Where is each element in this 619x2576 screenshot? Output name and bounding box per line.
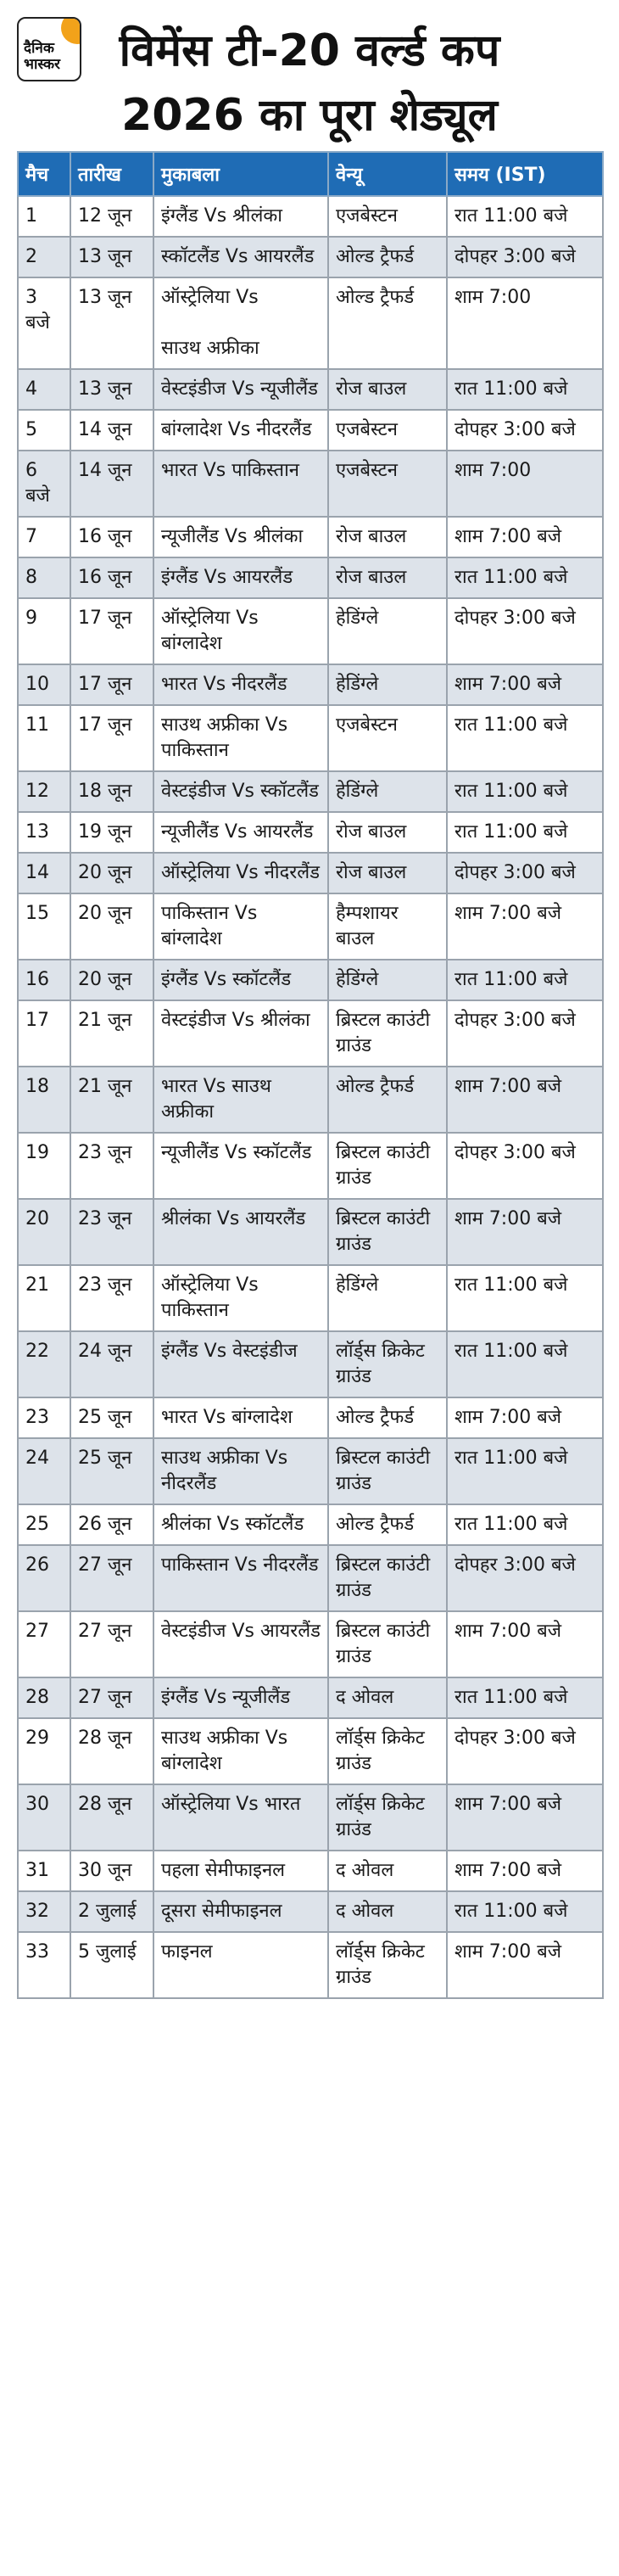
cell-match: 8 <box>18 557 70 598</box>
cell-date: 2 जुलाई <box>70 1891 153 1932</box>
cell-match: 17 <box>18 1000 70 1067</box>
cell-venue: रोज बाउल <box>328 812 447 853</box>
table-row <box>18 451 603 517</box>
cell-time: शाम 7:00 बजे <box>447 1851 603 1891</box>
cell-match: 16 <box>18 960 70 1000</box>
cell-time: शाम 7:00 <box>447 277 603 369</box>
table-row <box>18 237 603 277</box>
title-line-2: 2026 का पूरा शेड्यूल <box>121 90 498 141</box>
cell-fixture: इंग्लैंड Vs आयरलैंड <box>153 557 328 598</box>
cell-fixture: वेस्टइंडीज Vs स्कॉटलैंड <box>153 771 328 812</box>
cell-venue: रोज बाउल <box>328 517 447 557</box>
table-row <box>18 1199 603 1265</box>
cell-time: दोपहर 3:00 बजे <box>447 1718 603 1784</box>
cell-time: दोपहर 3:00 बजे <box>447 237 603 277</box>
cell-date: 19 जून <box>70 812 153 853</box>
cell-fixture: वेस्टइंडीज Vs न्यूजीलैंड <box>153 369 328 410</box>
cell-match: 27 <box>18 1611 70 1677</box>
cell-match: 4 <box>18 369 70 410</box>
table-row <box>18 1611 603 1677</box>
cell-venue: द ओवल <box>328 1677 447 1718</box>
cell-venue: ब्रिस्टल काउंटी ग्राउंड <box>328 1545 447 1611</box>
cell-fixture: इंग्लैंड Vs श्रीलंका <box>153 196 328 237</box>
cell-date: 28 जून <box>70 1718 153 1784</box>
cell-time: रात 11:00 बजे <box>447 1891 603 1932</box>
cell-venue: ओल्ड ट्रैफर्ड <box>328 1067 447 1133</box>
cell-venue: हेडिंग्ले <box>328 664 447 705</box>
table-row <box>18 1067 603 1133</box>
cell-venue: एजबेस्टन <box>328 705 447 771</box>
cell-date: 25 जून <box>70 1438 153 1504</box>
cell-time: शाम 7:00 बजे <box>447 1784 603 1851</box>
table-row <box>18 1331 603 1397</box>
cell-fixture: न्यूजीलैंड Vs स्कॉटलैंड <box>153 1133 328 1199</box>
cell-fixture: साउथ अफ्रीका Vs बांग्लादेश <box>153 1718 328 1784</box>
table-row <box>18 410 603 451</box>
cell-venue: एजबेस्टन <box>328 410 447 451</box>
cell-fixture: ऑस्ट्रेलिया Vs पाकिस्तान <box>153 1265 328 1331</box>
cell-venue: ब्रिस्टल काउंटी ग्राउंड <box>328 1611 447 1677</box>
cell-fixture: पाकिस्तान Vs बांग्लादेश <box>153 893 328 960</box>
cell-venue: ब्रिस्टल काउंटी ग्राउंड <box>328 1000 447 1067</box>
cell-time: शाम 7:00 बजे <box>447 1611 603 1677</box>
cell-match: 11 <box>18 705 70 771</box>
table-row <box>18 1545 603 1611</box>
cell-fixture: वेस्टइंडीज Vs आयरलैंड <box>153 1611 328 1677</box>
cell-time: दोपहर 3:00 बजे <box>447 1133 603 1199</box>
cell-date: 12 जून <box>70 196 153 237</box>
cell-date: 14 जून <box>70 451 153 517</box>
cell-match: 23 <box>18 1397 70 1438</box>
cell-venue: हेडिंग्ले <box>328 598 447 664</box>
cell-date: 17 जून <box>70 664 153 705</box>
table-row <box>18 196 603 237</box>
logo-line-1: दैनिक <box>24 40 54 57</box>
cell-match: 13 <box>18 812 70 853</box>
cell-fixture: ऑस्ट्रेलिया Vs नीदरलैंड <box>153 853 328 893</box>
cell-match: 32 <box>18 1891 70 1932</box>
cell-time: रात 11:00 बजे <box>447 1331 603 1397</box>
cell-fixture: पाकिस्तान Vs नीदरलैंड <box>153 1545 328 1611</box>
cell-time: रात 11:00 बजे <box>447 771 603 812</box>
cell-venue: लॉर्ड्स क्रिकेट ग्राउंड <box>328 1331 447 1397</box>
cell-venue: ब्रिस्टल काउंटी ग्राउंड <box>328 1133 447 1199</box>
cell-date: 23 जून <box>70 1199 153 1265</box>
cell-date: 26 जून <box>70 1504 153 1545</box>
cell-time: रात 11:00 बजे <box>447 812 603 853</box>
header-venue: वेन्यू <box>328 152 447 196</box>
cell-time: शाम 7:00 बजे <box>447 1199 603 1265</box>
cell-fixture: श्रीलंका Vs स्कॉटलैंड <box>153 1504 328 1545</box>
cell-fixture: भारत Vs साउथ अफ्रीका <box>153 1067 328 1133</box>
cell-venue: हैम्पशायर बाउल <box>328 893 447 960</box>
cell-fixture: फाइनल <box>153 1932 328 1998</box>
cell-match: 12 <box>18 771 70 812</box>
cell-time: रात 11:00 बजे <box>447 1265 603 1331</box>
cell-venue: हेडिंग्ले <box>328 960 447 1000</box>
cell-venue: लॉर्ड्स क्रिकेट ग्राउंड <box>328 1784 447 1851</box>
table-row <box>18 1784 603 1851</box>
schedule-table <box>17 151 604 1999</box>
cell-venue: एजबेस्टन <box>328 196 447 237</box>
cell-time: दोपहर 3:00 बजे <box>447 1000 603 1067</box>
cell-venue: हेडिंग्ले <box>328 1265 447 1331</box>
table-row <box>18 1891 603 1932</box>
cell-date: 18 जून <box>70 771 153 812</box>
cell-date: 27 जून <box>70 1545 153 1611</box>
table-row <box>18 557 603 598</box>
cell-fixture: दूसरा सेमीफाइनल <box>153 1891 328 1932</box>
cell-time: शाम 7:00 बजे <box>447 664 603 705</box>
cell-time: दोपहर 3:00 बजे <box>447 598 603 664</box>
cell-date: 13 जून <box>70 237 153 277</box>
cell-match: 18 <box>18 1067 70 1133</box>
table-row <box>18 1677 603 1718</box>
cell-date: 20 जून <box>70 960 153 1000</box>
cell-date: 23 जून <box>70 1133 153 1199</box>
cell-fixture: ऑस्ट्रेलिया Vs भारत <box>153 1784 328 1851</box>
cell-venue: द ओवल <box>328 1851 447 1891</box>
cell-fixture: स्कॉटलैंड Vs आयरलैंड <box>153 237 328 277</box>
cell-time: दोपहर 3:00 बजे <box>447 410 603 451</box>
cell-date: 17 जून <box>70 705 153 771</box>
table-row <box>18 893 603 960</box>
cell-date: 17 जून <box>70 598 153 664</box>
cell-time: शाम 7:00 बजे <box>447 1067 603 1133</box>
table-row <box>18 1851 603 1891</box>
cell-venue: लॉर्ड्स क्रिकेट ग्राउंड <box>328 1718 447 1784</box>
cell-fixture: भारत Vs बांग्लादेश <box>153 1397 328 1438</box>
cell-venue: लॉर्ड्स क्रिकेट ग्राउंड <box>328 1932 447 1998</box>
cell-venue: रोज बाउल <box>328 557 447 598</box>
cell-fixture: ऑस्ट्रेलिया Vs बांग्लादेश <box>153 598 328 664</box>
cell-date: 24 जून <box>70 1331 153 1397</box>
cell-venue: रोज बाउल <box>328 369 447 410</box>
cell-match: 10 <box>18 664 70 705</box>
table-row <box>18 705 603 771</box>
cell-match: 14 <box>18 853 70 893</box>
table-row <box>18 1397 603 1438</box>
cell-fixture: बांग्लादेश Vs नीदरलैंड <box>153 410 328 451</box>
cell-match: 19 <box>18 1133 70 1199</box>
cell-date: 25 जून <box>70 1397 153 1438</box>
cell-fixture: ऑस्ट्रेलिया Vs साउथ अफ्रीका <box>153 277 328 369</box>
table-row <box>18 598 603 664</box>
cell-date: 30 जून <box>70 1851 153 1891</box>
table-row <box>18 1133 603 1199</box>
table-row <box>18 960 603 1000</box>
cell-match: 21 <box>18 1265 70 1331</box>
cell-match: 33 <box>18 1932 70 1998</box>
cell-date: 28 जून <box>70 1784 153 1851</box>
cell-time: रात 11:00 बजे <box>447 960 603 1000</box>
cell-date: 27 जून <box>70 1611 153 1677</box>
cell-fixture: इंग्लैंड Vs न्यूजीलैंड <box>153 1677 328 1718</box>
cell-time: रात 11:00 बजे <box>447 705 603 771</box>
cell-match: 5 <box>18 410 70 451</box>
cell-venue: ओल्ड ट्रैफर्ड <box>328 237 447 277</box>
cell-time: शाम 7:00 बजे <box>447 1932 603 1998</box>
cell-date: 20 जून <box>70 893 153 960</box>
cell-fixture: न्यूजीलैंड Vs आयरलैंड <box>153 812 328 853</box>
cell-fixture: वेस्टइंडीज Vs श्रीलंका <box>153 1000 328 1067</box>
cell-match: 30 <box>18 1784 70 1851</box>
header-time: समय (IST) <box>447 152 603 196</box>
cell-date: 23 जून <box>70 1265 153 1331</box>
cell-date: 27 जून <box>70 1677 153 1718</box>
table-row <box>18 812 603 853</box>
table-row <box>18 1000 603 1067</box>
cell-venue: ओल्ड ट्रैफर्ड <box>328 1504 447 1545</box>
cell-fixture: इंग्लैंड Vs वेस्टइंडीज <box>153 1331 328 1397</box>
cell-fixture: भारत Vs पाकिस्तान <box>153 451 328 517</box>
cell-fixture: साउथ अफ्रीका Vs पाकिस्तान <box>153 705 328 771</box>
cell-date: 20 जून <box>70 853 153 893</box>
cell-match: 9 <box>18 598 70 664</box>
header-fixture: मुकाबला <box>153 152 328 196</box>
table-row <box>18 277 603 369</box>
table-row <box>18 664 603 705</box>
cell-fixture: इंग्लैंड Vs स्कॉटलैंड <box>153 960 328 1000</box>
cell-fixture: भारत Vs नीदरलैंड <box>153 664 328 705</box>
table-row <box>18 369 603 410</box>
header <box>0 0 619 161</box>
cell-time: दोपहर 3:00 बजे <box>447 1545 603 1611</box>
table-header-row <box>18 152 603 196</box>
cell-time: शाम 7:00 <box>447 451 603 517</box>
cell-venue: ओल्ड ट्रैफर्ड <box>328 277 447 369</box>
cell-time: शाम 7:00 बजे <box>447 517 603 557</box>
cell-time: रात 11:00 बजे <box>447 1677 603 1718</box>
table-row <box>18 517 603 557</box>
cell-time: रात 11:00 बजे <box>447 1438 603 1504</box>
cell-match: 24 <box>18 1438 70 1504</box>
cell-match: 20 <box>18 1199 70 1265</box>
cell-match: 22 <box>18 1331 70 1397</box>
table-row <box>18 1265 603 1331</box>
header-match: मैच <box>18 152 70 196</box>
cell-venue: ब्रिस्टल काउंटी ग्राउंड <box>328 1438 447 1504</box>
cell-fixture: पहला सेमीफाइनल <box>153 1851 328 1891</box>
cell-match: 31 <box>18 1851 70 1891</box>
cell-time: शाम 7:00 बजे <box>447 1397 603 1438</box>
table-body <box>18 196 603 1998</box>
cell-date: 13 जून <box>70 369 153 410</box>
page-title <box>0 19 619 148</box>
cell-fixture: साउथ अफ्रीका Vs नीदरलैंड <box>153 1438 328 1504</box>
table-row <box>18 1438 603 1504</box>
title-line-1: विमेंस टी-20 वर्ल्ड कप <box>119 25 500 76</box>
cell-date: 16 जून <box>70 517 153 557</box>
cell-date: 5 जुलाई <box>70 1932 153 1998</box>
cell-match: 6 बजे <box>18 451 70 517</box>
cell-fixture: श्रीलंका Vs आयरलैंड <box>153 1199 328 1265</box>
cell-match: 28 <box>18 1677 70 1718</box>
cell-date: 14 जून <box>70 410 153 451</box>
table-row <box>18 1932 603 1998</box>
cell-match: 1 <box>18 196 70 237</box>
cell-time: रात 11:00 बजे <box>447 1504 603 1545</box>
cell-time: रात 11:00 बजे <box>447 196 603 237</box>
table-row <box>18 1718 603 1784</box>
table-row <box>18 1504 603 1545</box>
cell-venue: ब्रिस्टल काउंटी ग्राउंड <box>328 1199 447 1265</box>
cell-time: रात 11:00 बजे <box>447 557 603 598</box>
cell-venue: ओल्ड ट्रैफर्ड <box>328 1397 447 1438</box>
cell-time: रात 11:00 बजे <box>447 369 603 410</box>
cell-date: 16 जून <box>70 557 153 598</box>
table-row <box>18 771 603 812</box>
header-date: तारीख <box>70 152 153 196</box>
cell-match: 3 बजे <box>18 277 70 369</box>
cell-venue: हेडिंग्ले <box>328 771 447 812</box>
logo-line-2: भास्कर <box>24 56 60 73</box>
cell-date: 13 जून <box>70 277 153 369</box>
cell-venue: द ओवल <box>328 1891 447 1932</box>
cell-time: दोपहर 3:00 बजे <box>447 853 603 893</box>
cell-venue: रोज बाउल <box>328 853 447 893</box>
cell-venue: एजबेस्टन <box>328 451 447 517</box>
cell-date: 21 जून <box>70 1067 153 1133</box>
table-row <box>18 853 603 893</box>
cell-match: 15 <box>18 893 70 960</box>
cell-fixture: न्यूजीलैंड Vs श्रीलंका <box>153 517 328 557</box>
cell-time: शाम 7:00 बजे <box>447 893 603 960</box>
cell-match: 7 <box>18 517 70 557</box>
cell-date: 21 जून <box>70 1000 153 1067</box>
cell-match: 29 <box>18 1718 70 1784</box>
cell-match: 26 <box>18 1545 70 1611</box>
cell-match: 25 <box>18 1504 70 1545</box>
cell-match: 2 <box>18 237 70 277</box>
